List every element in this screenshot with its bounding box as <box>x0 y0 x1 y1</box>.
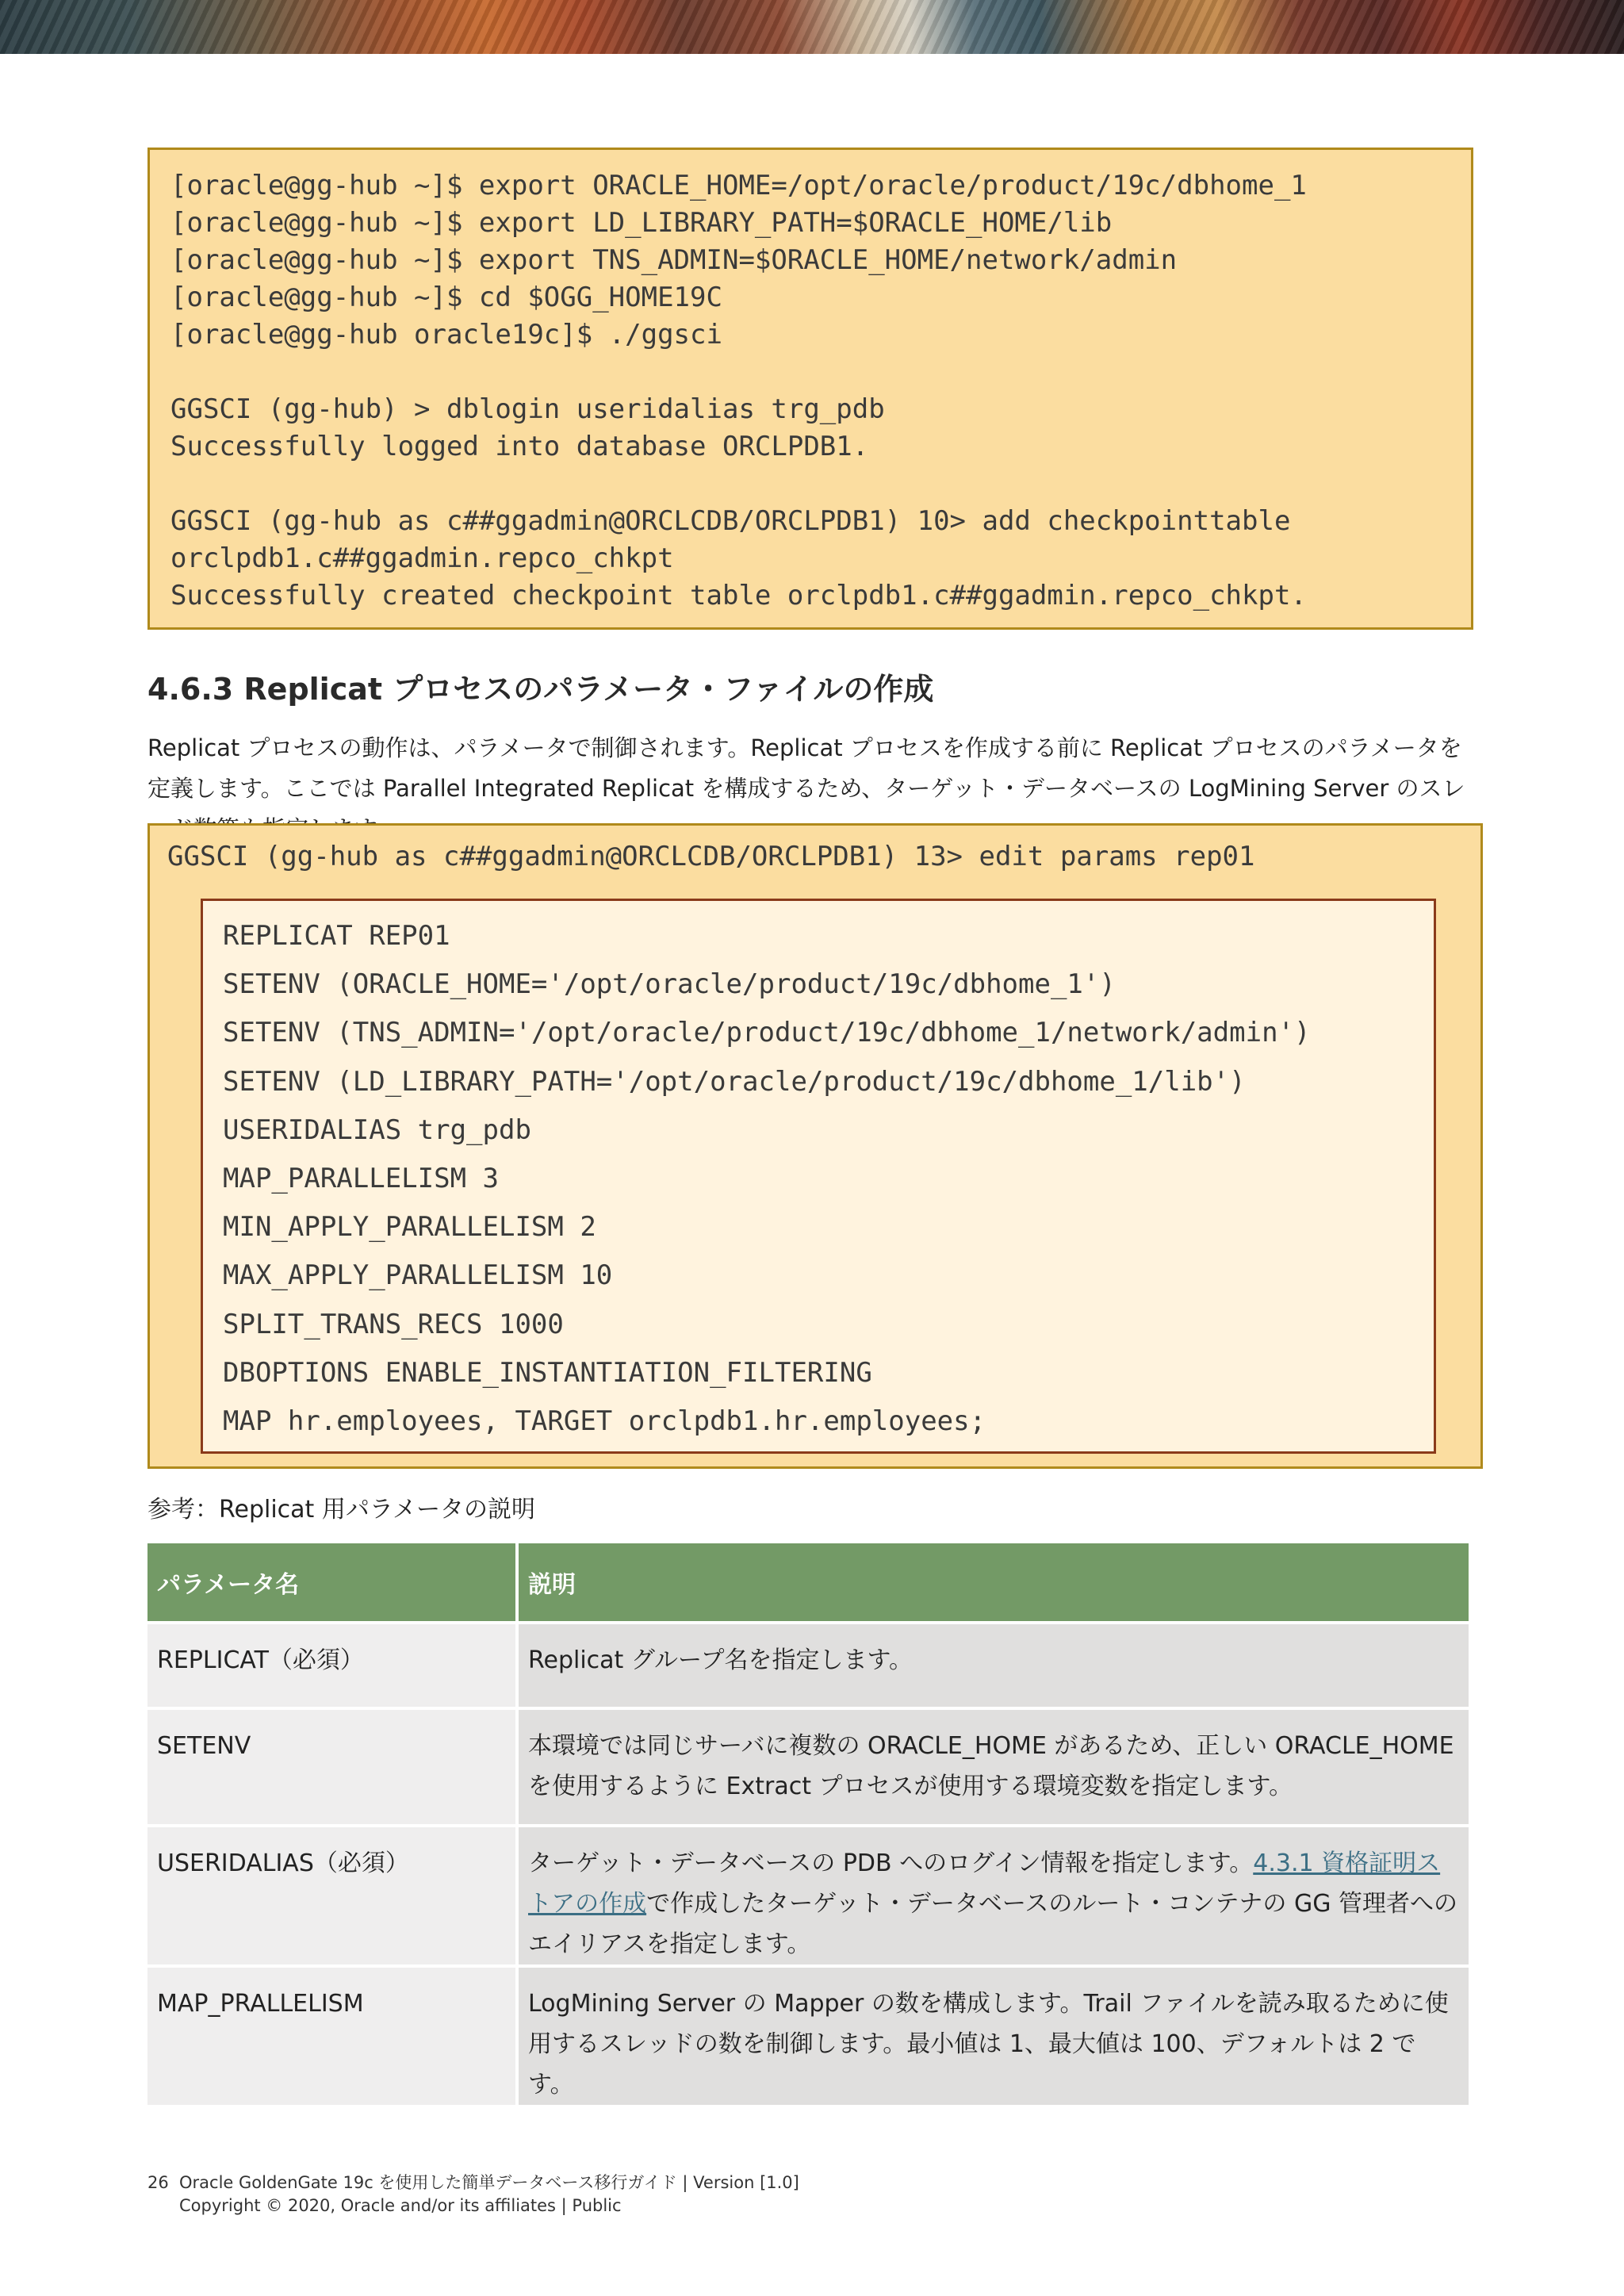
table-row <box>147 1621 1469 1707</box>
desc-text: ターゲット・データベースの PDB へのログイン情報を指定します。 <box>528 1849 1254 1877</box>
table-row <box>147 1964 1469 2105</box>
param-line: MAX_APPLY_PARALLELISM 10 <box>223 1259 613 1292</box>
code-block-replicat-params <box>147 823 1483 1469</box>
page-number: 26 <box>147 2173 169 2192</box>
code-line: [oracle@gg-hub ~]$ export ORACLE_HOME=/opt/oracle/product/19c/dbhome_1 <box>170 170 1307 201</box>
table-row <box>147 1824 1469 1964</box>
credential-store-link[interactable]: 4.3.1 資格証明ストアの作成 <box>528 1849 1441 1918</box>
param-name-cell: MAP_PRALLELISM <box>147 1964 515 2105</box>
param-desc-cell: LogMining Server の Mapper の数を構成します。Trail ファイルを読み取るために使用するスレッドの数を制御します。最小値は 1、最大値は 100、デフォルトは 2 です。 <box>519 1964 1469 2105</box>
code-line-blank <box>170 466 1471 503</box>
code-block-ggsci-setup <box>147 148 1473 630</box>
param-line: MIN_APPLY_PARALLELISM 2 <box>223 1211 596 1244</box>
param-line: SETENV (ORACLE_HOME='/opt/oracle/product/19c/dbhome_1') <box>223 968 1116 1001</box>
footer-title: Oracle GoldenGate 19c を使用した簡単データベース移行ガイド | Version [1.0] <box>179 2173 799 2192</box>
edit-params-command: GGSCI (gg-hub as c##ggadmin@ORCLCDB/ORCLPDB1) 13> edit params rep01 <box>167 841 1255 872</box>
code-line: GGSCI (gg-hub) > dblogin useridalias trg_pdb <box>170 393 885 425</box>
code-line: GGSCI (gg-hub as c##ggadmin@ORCLCDB/ORCLPDB1) 10> add checkpointtable <box>170 505 1291 537</box>
param-desc-cell: Replicat グループ名を指定します。 <box>519 1621 1469 1707</box>
param-line: MAP_PARALLELISM 3 <box>223 1162 499 1194</box>
param-desc-cell <box>519 1824 1469 1964</box>
param-line: USERIDALIAS trg_pdb <box>223 1114 531 1146</box>
header-description: 説明 <box>519 1543 1469 1621</box>
param-line: REPLICAT REP01 <box>223 920 450 952</box>
param-desc-cell: 本環境では同じサーバに複数の ORACLE_HOME があるため、正しい ORACLE_HOME を使用するように Extract プロセスが使用する環境変数を指定します。 <box>519 1707 1469 1824</box>
code-line: [oracle@gg-hub ~]$ export LD_LIBRARY_PATH=$ORACLE_HOME/lib <box>170 207 1113 239</box>
table-header-row <box>147 1543 1469 1621</box>
param-name-cell: USERIDALIAS（必須） <box>147 1824 515 1964</box>
parameter-table <box>144 1543 1472 2105</box>
param-line: MAP hr.employees, TARGET orclpdb1.hr.employees; <box>223 1405 986 1437</box>
code-line: [oracle@gg-hub ~]$ export TNS_ADMIN=$ORACLE_HOME/network/admin <box>170 244 1178 276</box>
param-line: DBOPTIONS ENABLE_INSTANTIATION_FILTERING <box>223 1356 872 1389</box>
param-line: SETENV (LD_LIBRARY_PATH='/opt/oracle/product/19c/dbhome_1/lib') <box>223 1065 1246 1098</box>
page-footer <box>147 2171 799 2217</box>
table-caption: 参考：Replicat 用パラメータの説明 <box>147 1496 535 1524</box>
code-line: [oracle@gg-hub ~]$ cd $OGG_HOME19C <box>170 282 722 313</box>
code-line: Successfully created checkpoint table orclpdb1.c##ggadmin.repco_chkpt. <box>170 580 1307 611</box>
params-file-content <box>201 899 1436 1454</box>
param-line: SETENV (TNS_ADMIN='/opt/oracle/product/19c/dbhome_1/network/admin') <box>223 1017 1311 1049</box>
param-line: SPLIT_TRANS_RECS 1000 <box>223 1308 564 1340</box>
desc-text: で作成したターゲット・データベースのルート・コンテナの GG 管理者へのエイリアスを指定します。 <box>528 1890 1457 1958</box>
header-param-name: パラメータ名 <box>147 1543 515 1621</box>
param-name-cell: SETENV <box>147 1707 515 1824</box>
code-line: Successfully logged into database ORCLPDB1. <box>170 431 869 462</box>
code-line-blank <box>170 354 1471 391</box>
footer-copyright: Copyright © 2020, Oracle and/or its affiliates | Public <box>179 2196 622 2215</box>
header-banner <box>0 0 1624 54</box>
section-heading: 4.6.3 Replicat プロセスのパラメータ・ファイルの作成 <box>147 672 934 707</box>
code-line: [oracle@gg-hub oracle19c]$ ./ggsci <box>170 319 722 351</box>
section-paragraph: Replicat プロセスの動作は、パラメータで制御されます。Replicat プロセスを作成する前に Replicat プロセスのパラメータを定義します。ここでは Parallel Integrated Replicat を構成するため、ターゲット・データベースの LogMining Server のスレ <box>147 734 1465 802</box>
code-line: orclpdb1.c##ggadmin.repco_chkpt <box>170 542 674 574</box>
param-name-cell: REPLICAT（必須） <box>147 1621 515 1707</box>
table-row <box>147 1707 1469 1824</box>
